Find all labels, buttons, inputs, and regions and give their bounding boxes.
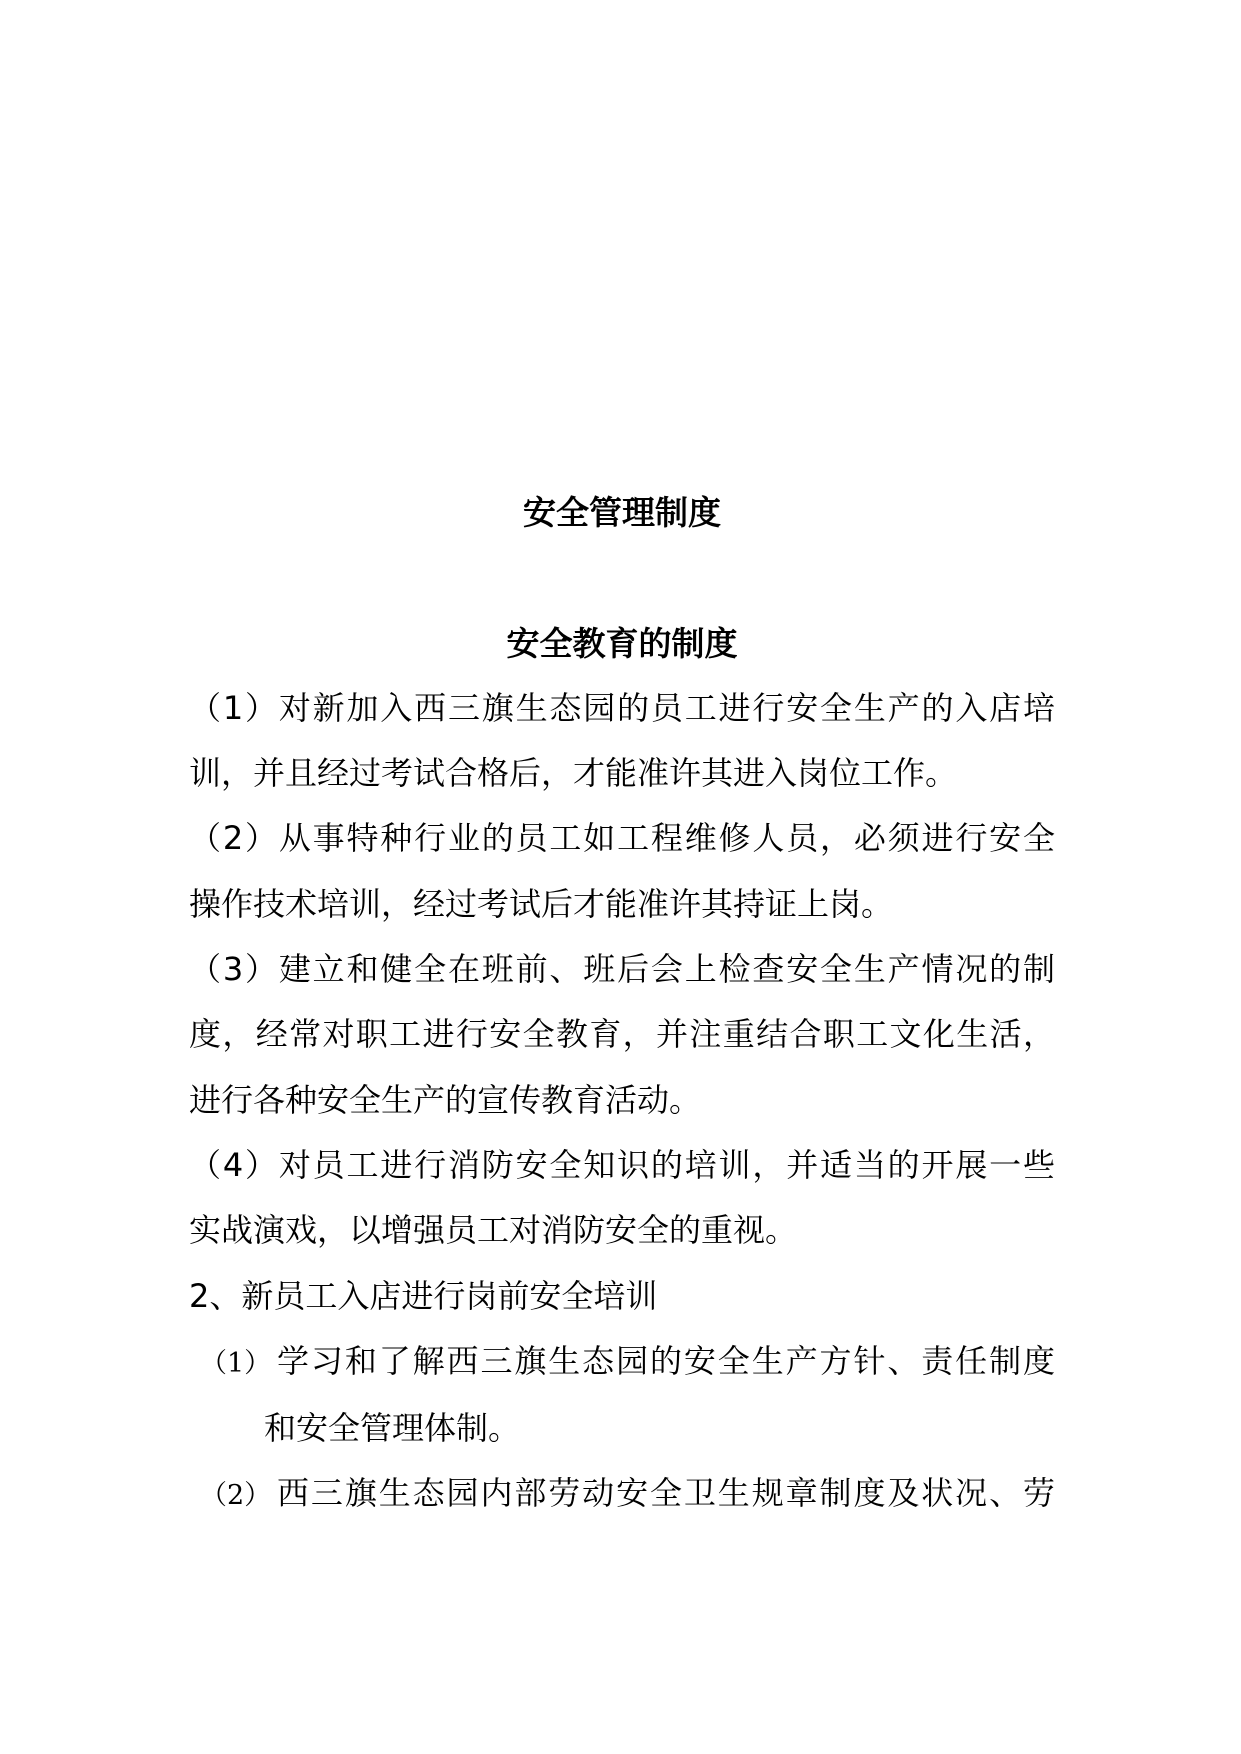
subsection-heading: 2、新员工入店进行岗前安全培训	[189, 1276, 658, 1315]
paragraph-line: 进行各种安全生产的宣传教育活动。	[189, 1080, 702, 1119]
section-heading: 安全教育的制度	[506, 623, 738, 663]
list-item	[189, 1461, 1055, 1528]
paragraph-line: 度，经常对职工进行安全教育，并注重结合职工文化生活，	[189, 1015, 1055, 1054]
document-body	[189, 480, 1055, 1529]
paragraph-4	[189, 1133, 1055, 1264]
paragraph-line: （2）从事特种行业的员工如工程维修人员，必须进行安全	[189, 819, 1055, 858]
list-item-marker: （1）	[200, 1347, 272, 1379]
paragraph-line: （1）对新加入西三旗生态园的员工进行安全生产的入店培	[189, 688, 1055, 727]
paragraph-line: （4）对员工进行消防安全知识的培训，并适当的开展一些	[189, 1145, 1055, 1184]
list-item-text: 学习和了解西三旗生态园的安全生产方针、责任制度	[277, 1341, 1055, 1380]
list-item-first-line	[189, 1329, 1055, 1396]
paragraph-line: 训，并且经过考试合格后，才能准许其进入岗位工作。	[189, 754, 958, 793]
paragraph-1	[189, 676, 1055, 807]
paragraph-3	[189, 937, 1055, 1133]
list-item-first-line	[189, 1461, 1055, 1528]
paragraph-line: （3）建立和健全在班前、班后会上检查安全生产情况的制	[189, 950, 1055, 989]
list-item-marker: （2）	[200, 1480, 272, 1512]
paragraph-2	[189, 806, 1055, 937]
document-title: 安全管理制度	[523, 493, 721, 532]
paragraph-line: 实战演戏，以增强员工对消防安全的重视。	[189, 1211, 798, 1250]
list-item-continuation: 和安全管理体制。	[264, 1409, 521, 1448]
paragraph-line: 操作技术培训，经过考试后才能准许其持证上岗。	[189, 884, 894, 923]
list-item-text: 西三旗生态园内部劳动安全卫生规章制度及状况、劳	[277, 1474, 1055, 1513]
list-item	[189, 1329, 1055, 1462]
